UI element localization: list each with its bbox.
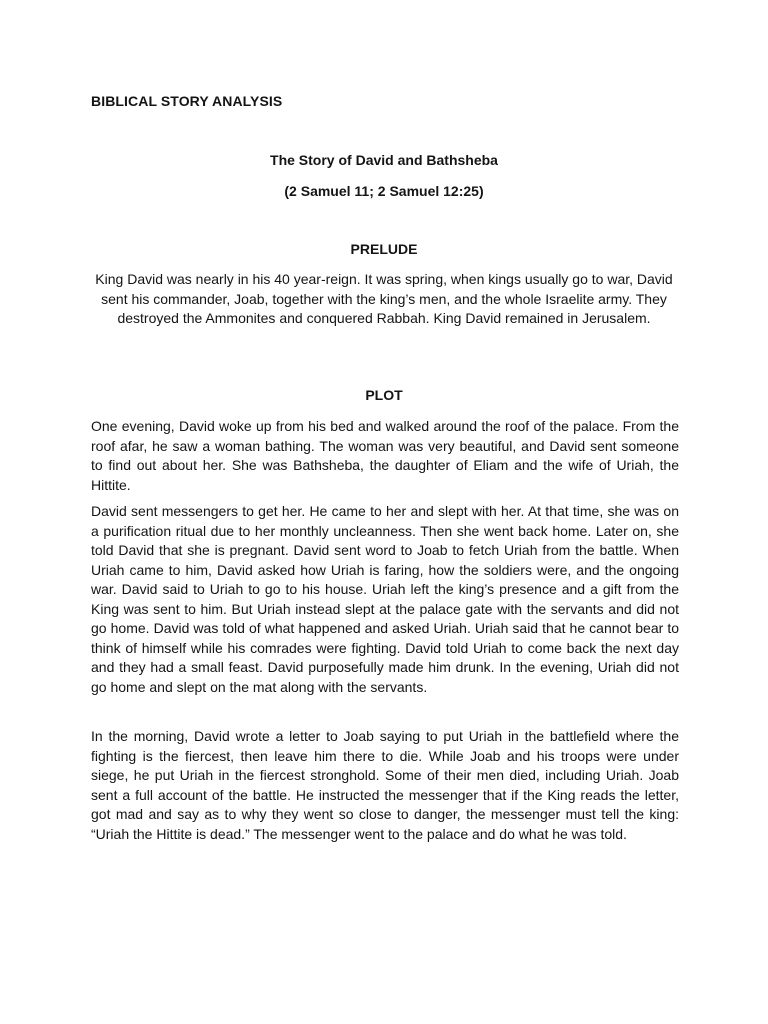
story-reference: (2 Samuel 11; 2 Samuel 12:25) — [284, 183, 484, 199]
plot-paragraph-2: David sent messengers to get her. He came to her and slept with her. At that time, she was on a purification ritual due to her monthly uncleanness. Then she went back home. Later on, she told David that she is pregnant. David sent word to Joab to fetch Uriah from the battle. When Uriah came to him, David asked how Uriah is faring, how the soldiers were, and the ongoing war. David said to Uriah to go to his house. Uriah left the king’s presence and a gift from the King was sent to him. But Uriah instead slept at the palace gate with the servants and did not go home. David was told of what happened and asked Uriah. Uriah said that he cannot bear to think of himself while his comrades were fighting. David told Uriah to come back the next day and they had a small feast. David purposefully made him drunk. In the evening, Uriah did not go home and slept on the mat along with the servants. — [91, 503, 679, 695]
prelude-paragraph: King David was nearly in his 40 year-reign. It was spring, when kings usually go to war, David sent his commander, Joab, together with the king’s men, and the whole Israelite army. They destroyed the Ammonites and conquered Rabbah. King David remained in Jerusalem. — [95, 271, 673, 326]
plot-paragraph-1: One evening, David woke up from his bed and walked around the roof of the palace. From the roof afar, he saw a woman bathing. The woman was very beautiful, and David sent someone to find out about her. She was Bathsheba, the daughter of Eliam and the wife of Uriah, the Hittite. — [91, 418, 679, 493]
story-title: The Story of David and Bathsheba — [270, 152, 498, 168]
document-heading: BIBLICAL STORY ANALYSIS — [91, 93, 283, 109]
prelude-heading: PRELUDE — [350, 241, 418, 257]
plot-paragraph-3: In the morning, David wrote a letter to Joab saying to put Uriah in the battlefield where the fighting is the fiercest, then leave him there to die. While Joab and his troops were under siege, he put Uriah in the fiercest stronghold. Some of their men died, including Uriah. Joab sent a full account of the battle. He instructed the messenger that if the King reads the letter, got mad and say as to why they went so close to danger, the messenger must tell the king: “Uriah the Hittite is dead.” The messenger went to the palace and do what he was told. — [91, 728, 679, 842]
plot-heading: PLOT — [365, 387, 403, 403]
